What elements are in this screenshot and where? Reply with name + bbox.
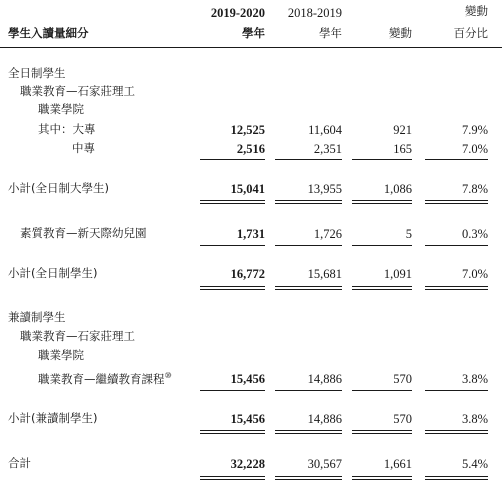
college-change: 921 [393,123,412,137]
header-col1-year: 2019-2020 [210,6,265,20]
subtotal-parttime-2019: 14,886 [307,412,342,426]
rule [425,430,488,431]
subtotal-college-2020: 15,041 [230,182,265,196]
rule [275,203,342,204]
rule [352,203,412,204]
rule [425,159,488,160]
rule [425,200,488,201]
rule [200,390,265,391]
total-2020: 32,228 [230,457,265,471]
quality-edu-pct: 0.3% [461,227,488,241]
total-change: 1,661 [383,457,412,471]
quality-edu-change: 5 [405,227,412,241]
secondary-2020: 2,516 [236,142,265,156]
rule [425,479,488,480]
secondary-pct: 7.0% [461,142,488,156]
rule [275,286,342,287]
rule [275,159,342,160]
rule [200,430,265,431]
rule [275,289,342,290]
quality-edu-label: 素質教育—新天際幼兒園 [20,226,147,240]
college-label: 其中：大專 [38,122,96,136]
college-2020: 12,525 [230,123,265,137]
continuing-edu-label [38,372,172,385]
header-col2-year: 2018-2019 [287,6,342,20]
rule [200,476,265,477]
header-divider [0,47,502,48]
rule [352,390,412,391]
subtotal-college-pct: 7.8% [461,182,488,196]
rule [200,433,265,434]
rule [425,245,488,246]
rule [352,200,412,201]
subtotal-parttime-pct: 3.8% [461,412,488,426]
rule [200,286,265,287]
subtotal-parttime-2020: 15,456 [230,412,265,426]
continuing-edu-label-text: 職業教育—繼續教育課程 [38,371,165,386]
subtotal-fulltime-change: 1,091 [383,267,412,281]
total-pct: 5.4% [461,457,488,471]
rule [275,476,342,477]
subtotal-fulltime-pct: 7.0% [461,267,488,281]
fulltime-section-title: 全日制學生 [8,66,66,80]
header-col4-label-2: 百分比 [453,26,488,40]
subtotal-parttime-change: 570 [393,412,412,426]
footnote-marker: ⑩ [164,371,172,380]
rule [352,159,412,160]
rule [275,430,342,431]
continuing-edu-change: 570 [393,372,412,386]
fulltime-vocational-line1: 職業教育—石家莊理工 [20,84,135,98]
fulltime-vocational-line2: 職業學院 [38,102,84,116]
subtotal-college-change: 1,086 [383,182,412,196]
rule [275,433,342,434]
total-2019: 30,567 [307,457,342,471]
secondary-label: 中專 [72,141,95,155]
subtotal-parttime-label: 小計(兼讀制學生) [8,411,98,425]
subtotal-college-2019: 13,955 [307,182,342,196]
college-2019: 11,604 [308,123,342,137]
rule [352,430,412,431]
continuing-edu-2020: 15,456 [230,372,265,386]
header-col1-sub: 學年 [242,26,265,40]
rule [200,200,265,201]
rule [200,245,265,246]
secondary-2019: 2,351 [313,142,342,156]
rule [200,289,265,290]
rule [425,203,488,204]
rule [425,289,488,290]
rule [425,433,488,434]
parttime-section-title: 兼讀制學生 [8,310,66,324]
rule [200,159,265,160]
subtotal-fulltime-label: 小計(全日制學生) [8,266,98,280]
header-category-label: 學生入讀量細分 [8,26,89,40]
rule [352,479,412,480]
quality-edu-2020: 1,731 [236,227,265,241]
rule [275,200,342,201]
rule [352,289,412,290]
rule [425,390,488,391]
rule [275,479,342,480]
subtotal-college-label: 小計(全日制大學生) [8,181,109,195]
continuing-edu-2019: 14,886 [307,372,342,386]
rule [352,433,412,434]
rule [352,286,412,287]
secondary-change: 165 [393,142,412,156]
total-label: 合計 [8,456,31,470]
rule [200,479,265,480]
rule [352,245,412,246]
rule [275,390,342,391]
rule [200,203,265,204]
quality-edu-2019: 1,726 [313,227,342,241]
parttime-vocational-line1: 職業教育—石家莊理工 [20,329,135,343]
continuing-edu-pct: 3.8% [461,372,488,386]
college-pct: 7.9% [461,123,488,137]
rule [275,245,342,246]
subtotal-fulltime-2019: 15,681 [307,267,342,281]
header-col3-label: 變動 [389,26,412,40]
header-col4-label-1: 變動 [465,4,488,18]
rule [352,476,412,477]
rule [425,286,488,287]
rule [425,476,488,477]
header-col2-sub: 學年 [319,26,342,40]
subtotal-fulltime-2020: 16,772 [230,267,265,281]
parttime-vocational-line2: 職業學院 [38,348,84,362]
